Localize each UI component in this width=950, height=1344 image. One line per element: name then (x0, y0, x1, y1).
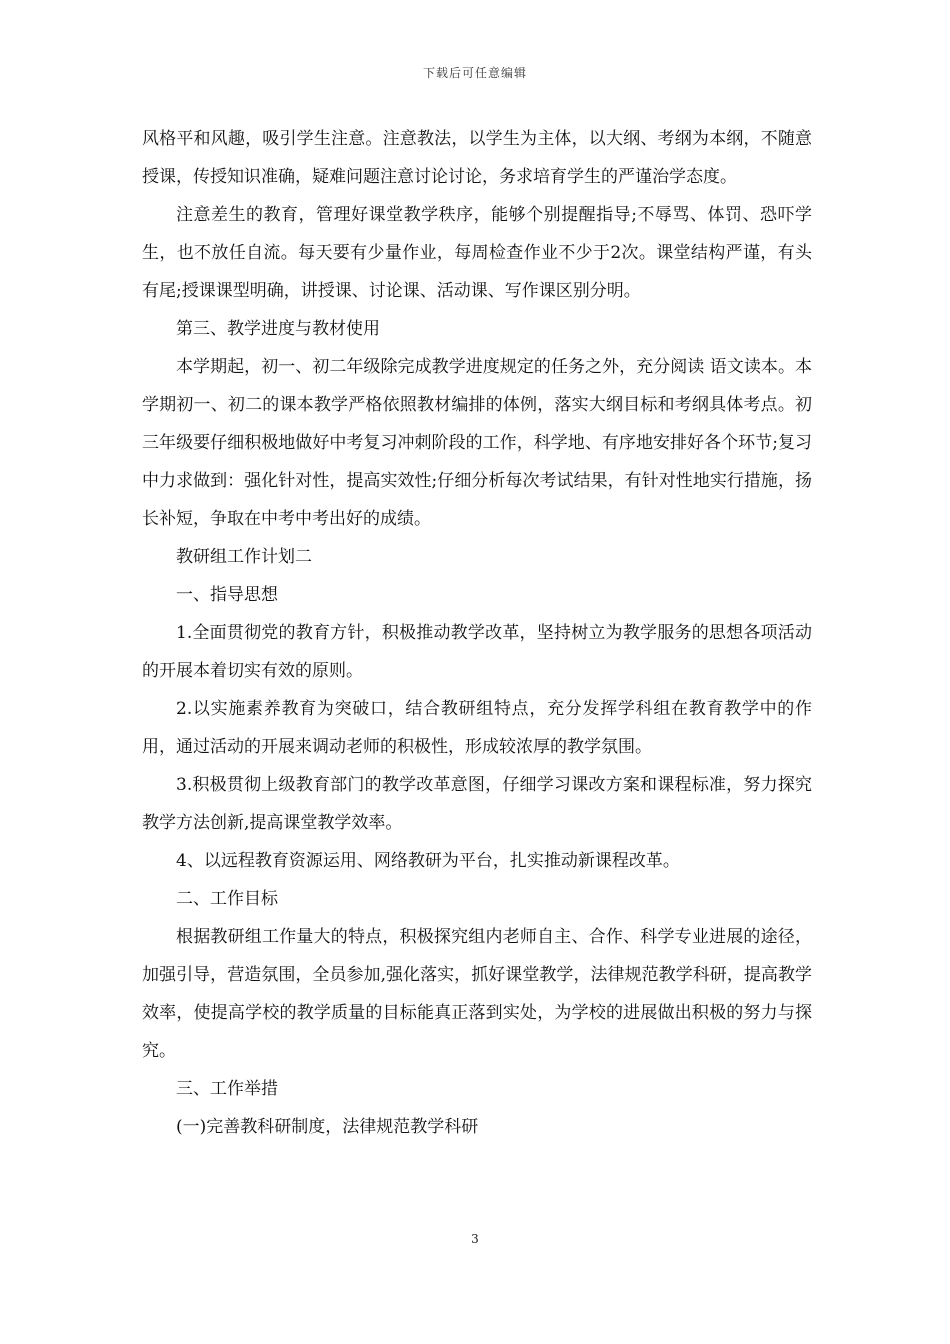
section-heading-measures: 三、工作举措 (176, 1079, 278, 1099)
paragraph-1: 风格平和风趣，吸引学生注意。注意教法，以学生为主体，以大纲、考纲为本纲，不随意授课，传授知识准确，疑难问题注意讨论讨论，务求培育学生的严谨治学态度。 (142, 129, 812, 187)
list-item-1: 1.全面贯彻党的教育方针，积极推动教学改革，坚持树立为教学服务的思想各项活动的开展本着切实有效的原则。 (142, 623, 812, 681)
page-number: 3 (471, 1232, 479, 1246)
section-heading-3: 第三、教学进度与教材使用 (176, 319, 380, 339)
document-body (142, 120, 812, 1146)
section-heading-guiding: 一、指导思想 (176, 585, 278, 605)
section-heading-goals: 二、工作目标 (176, 889, 278, 909)
list-item-2: 2.以实施素养教育为突破口，结合教研组特点，充分发挥学科组在教育教学中的作用，通过活动的开展来调动老师的积极性，形成较浓厚的教学氛围。 (142, 699, 812, 757)
paragraph-goals: 根据教研组工作量大的特点，积极探究组内老师自主、合作、科学专业进展的途径，加强引导，营造氛围，全员参加,强化落实，抓好课堂教学，法律规范教学科研，提高教学效率，使提高学校的教学质量的目标能真正落到实处，为学校的进展做出积极的努力与探究。 (142, 927, 812, 1061)
list-item-4: 4、以远程教育资源运用、网络教研为平台，扎实推动新课程改革。 (176, 851, 680, 871)
list-item-3: 3.积极贯彻上级教育部门的教学改革意图，仔细学习课改方案和课程标准，努力探究教学方法创新,提高课堂教学效率。 (142, 775, 812, 833)
paragraph-2: 注意差生的教育，管理好课堂教学秩序，能够个别提醒指导;不辱骂、体罚、恐吓学生，也不放任自流。每天要有少量作业，每周检查作业不少于2次。课堂结构严谨，有头有尾;授课课型明确，讲授课、讨论课、活动课、写作课区别分明。 (142, 205, 812, 301)
paragraph-4: 本学期起，初一、初二年级除完成教学进度规定的任务之外，充分阅读 语文读本。本学期初一、初二的课本教学严格依照教材编排的体例，落实大纲目标和考纲具体考点。初三年级要仔细积极地做好中考复习冲刺阶段的工作，科学地、有序地安排好各个环节;复习中力求做到：强化针对性，提高实效性;仔细分析每次考试结果，有针对性地实行措施，扬长补短，争取在中考中考出好的成绩。 (142, 357, 812, 529)
subsection-heading-1: (一)完善教科研制度，法律规范教学科研 (176, 1117, 479, 1137)
plan-title: 教研组工作计划二 (176, 547, 312, 567)
page-header: 下载后可任意编辑 (422, 66, 527, 80)
